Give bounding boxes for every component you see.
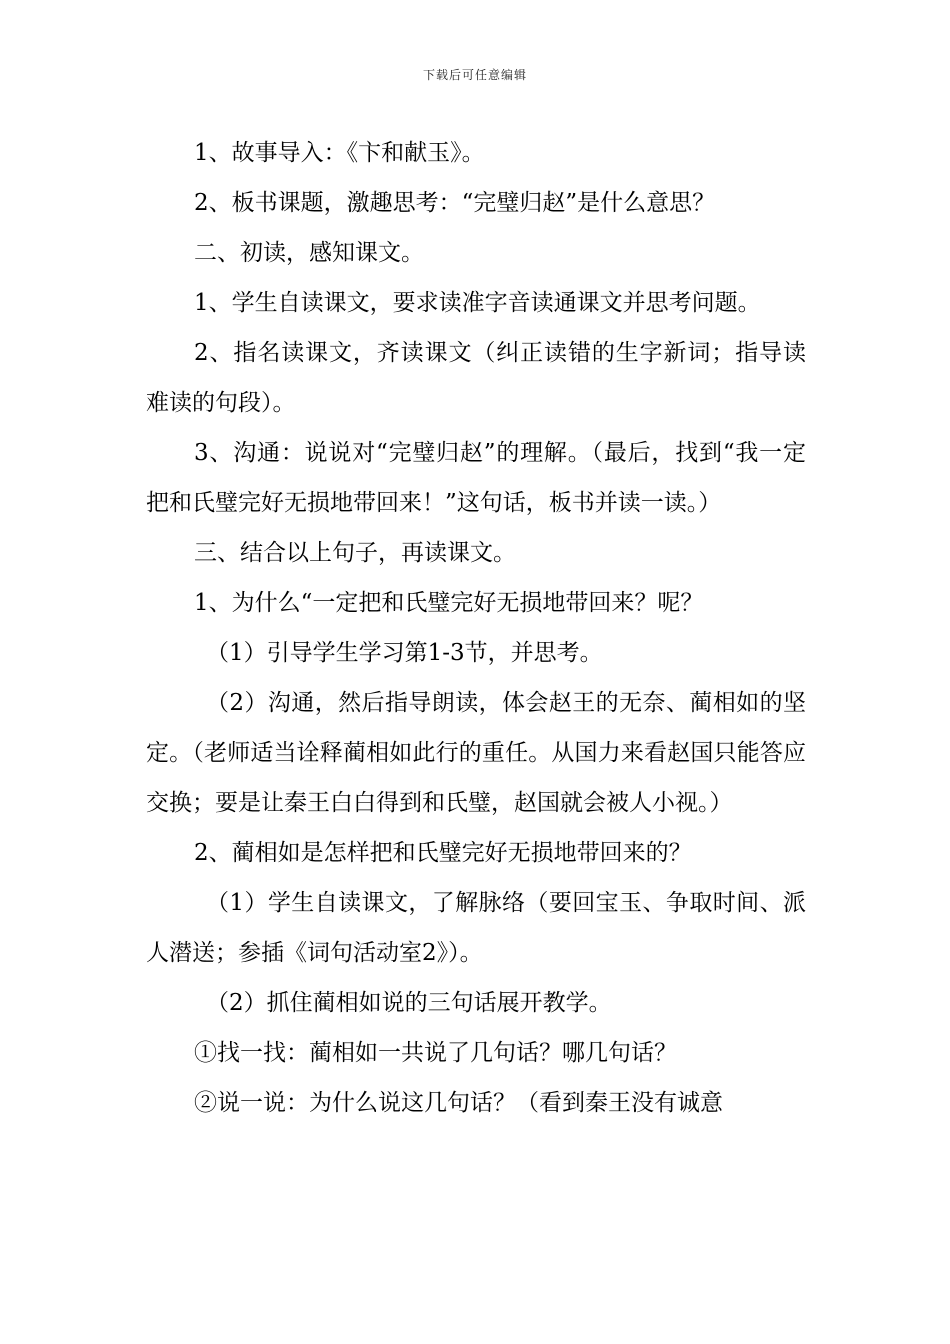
paragraph-7: 三、结合以上句子，再读课文。	[194, 540, 516, 566]
paragraph-12: （1）学生自读课文，了解脉络（要回宝玉、争取时间、派人潜送；参插《词句活动室2》）。	[146, 890, 806, 966]
paragraph-13: （2）抓住蔺相如说的三句话展开教学。	[206, 990, 612, 1016]
paragraph-14: ①找一找：蔺相如一共说了几句话？哪几句话？	[194, 1040, 677, 1066]
paragraph-3: 二、初读，感知课文。	[194, 240, 424, 266]
paragraph-11: 2、蔺相如是怎样把和氏璧完好无损地带回来的？	[194, 840, 692, 866]
paragraph-2: 2、板书课题，激趣思考：“完璧归赵”是什么意思？	[194, 190, 716, 216]
page-header: 下载后可任意编辑	[422, 68, 527, 82]
paragraph-10: （2）沟通，然后指导朗读，体会赵王的无奈、蔺相如的坚定。（老师适当诠释蔺相如此行的重任。从国力来看赵国只能答应交换；要是让秦王白白得到和氏璧，赵国就会被人小视。）	[146, 690, 806, 816]
paragraph-1: 1、故事导入：《卞和献玉》。	[194, 140, 485, 166]
paragraph-6: 3、沟通：说说对“完璧归赵”的理解。（最后，找到“我一定把和氏璧完好无损地带回来！”这句话，板书并读一读。）	[146, 440, 806, 516]
paragraph-15: ②说一说：为什么说这几句话？（看到秦王没有诚意	[194, 1090, 723, 1116]
document-body	[146, 128, 806, 1128]
paragraph-5: 2、指名读课文，齐读课文（纠正读错的生字新词；指导读难读的句段）。	[146, 340, 806, 416]
paragraph-8: 1、为什么“一定把和氏璧完好无损地带回来？呢？	[194, 590, 704, 616]
paragraph-9: （1）引导学生学习第1-3节，并思考。	[206, 640, 603, 666]
paragraph-4: 1、学生自读课文，要求读准字音读通课文并思考问题。	[194, 290, 761, 316]
